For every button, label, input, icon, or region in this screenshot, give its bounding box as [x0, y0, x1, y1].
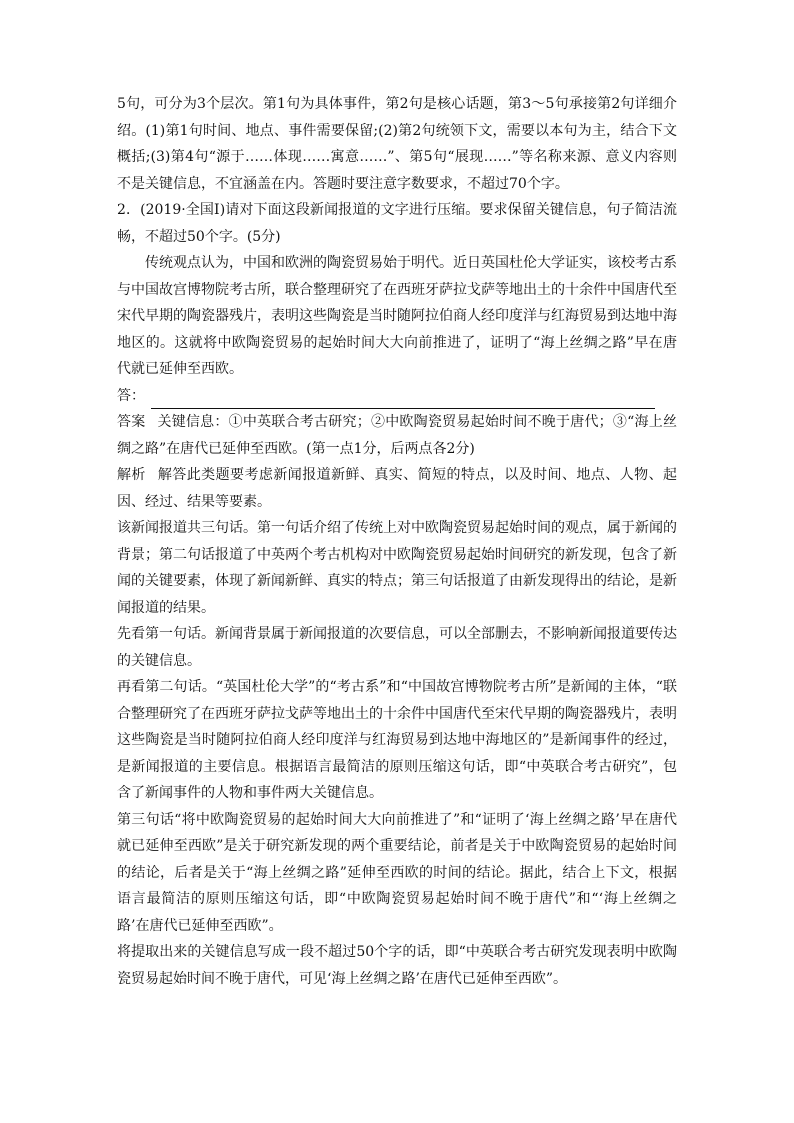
intro-paragraph: 5句，可分为3个层次。第1句为具体事件，第2句是核心话题，第3～5句承接第2句详细介绍。(1)第1句时间、地点、事件需要保留;(2)第2句统领下文，需要以本句为主，结合下文概括;(3)第4句“源于……体现……寓意……”、第5句“展现……”等名称来源、意义内容则不是关键信息，不宜涵盖在内。答题时要注意字数要求，不超过70个字。 — [117, 96, 677, 192]
page-content — [117, 91, 677, 992]
answer-paragraph — [117, 409, 677, 462]
analysis-conclusion: 将提取出来的关键信息写成一段不超过50个字的话，即“中英联合考古研究发现表明中欧陶瓷贸易起始时间不晚于唐代，可见‘海上丝绸之路’在唐代已延伸至西欧”。 — [117, 944, 677, 987]
news-passage: 传统观点认为，中国和欧洲的陶瓷贸易始于明代。近日英国杜伦大学证实，该校考古系与中国故宫博物院考古所，联合整理研究了在西班牙萨拉戈萨等地出土的十余件中国唐代至宋代早期的陶瓷器残片，表明这些陶瓷是当时随阿拉伯商人经印度洋与红海贸易到达地中海地区的。这就将中欧陶瓷贸易的起始时间大大向前推进了，证明了“海上丝绸之路”早在唐代就已延伸至西欧。 — [117, 255, 677, 377]
answer-blank-line — [117, 383, 677, 410]
answer-text: 关键信息：①中英联合考古研究；②中欧陶瓷贸易起始时间不晚于唐代；③“海上丝绸之路”在唐代已延伸至西欧。(第一点1分，后两点各2分) — [117, 414, 678, 457]
answer-blank — [151, 390, 655, 409]
analysis-text: 解答此类题要考虑新闻报道新鲜、真实、简短的特点，以及时间、地点、人物、起因、经过、结果等要素。 — [117, 467, 678, 510]
analysis-tag: 解析 — [117, 467, 146, 483]
analysis-sentence-three: 第三句话“将中欧陶瓷贸易的起始时间大大向前推进了”和“证明了‘海上丝绸之路’早在唐代就已延伸至西欧”是关于研究新发现的两个重要结论，前者是关于中欧陶瓷贸易的起始时间的结论，后者是关于“海上丝绸之路”延伸至西欧的时间的结论。据此，结合上下文，根据语言最简洁的原则压缩这句话，即“中欧陶瓷贸易起始时间不晚于唐代”和“‘海上丝绸之路’在唐代已延伸至西欧”。 — [117, 811, 677, 934]
analysis-sentence-one: 先看第一句话。新闻背景属于新闻报道的次要信息，可以全部删去，不影响新闻报道要传达的关键信息。 — [117, 626, 677, 669]
analysis-overview: 该新闻报道共三句话。第一句话介绍了传统上对中欧陶瓷贸易起始时间的观点，属于新闻的背景；第二句话报道了中英两个考古机构对中欧陶瓷贸易起始时间研究的新发现，包含了新闻的关键要素，体现了新闻新鲜、真实的特点；第三句话报道了由新发现得出的结论，是新闻报道的结果。 — [117, 520, 677, 616]
question-prompt: 2．(2019·全国Ⅰ)请对下面这段新闻报道的文字进行压缩。要求保留关键信息，句子简洁流畅，不超过50个字。(5分) — [117, 202, 677, 245]
answer-prompt-label: 答： — [117, 387, 145, 404]
answer-tag: 答案 — [117, 414, 146, 430]
analysis-paragraph — [117, 462, 677, 515]
analysis-sentence-two: 再看第二句话。“英国杜伦大学”的“考古系”和“中国故宫博物院考古所”是新闻的主体，“联合整理研究了在西班牙萨拉戈萨等地出土的十余件中国唐代至宋代早期的陶瓷器残片，表明这些陶瓷是当时随阿拉伯商人经印度洋与红海贸易到达地中海地区的”是新闻事件的经过，是新闻报道的主要信息。根据语言最简洁的原则压缩这句话，即“中英联合考古研究”，包含了新闻事件的人物和事件两大关键信息。 — [117, 679, 677, 801]
